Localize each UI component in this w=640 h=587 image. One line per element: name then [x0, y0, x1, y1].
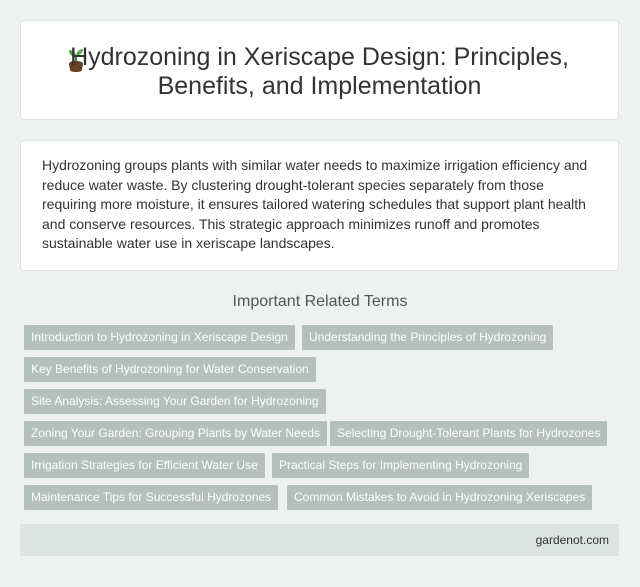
- related-terms-heading: Important Related Terms: [232, 293, 408, 310]
- page-title-line1: Hydrozoning in Xeriscape Design: Principles,: [70, 43, 569, 71]
- title-card: [20, 20, 619, 120]
- related-term-tag[interactable]: Site Analysis: Assessing Your Garden for Hydrozoning: [24, 389, 326, 414]
- page-title-line2: Benefits, and Implementation: [157, 72, 482, 100]
- related-term-tag[interactable]: Introduction to Hydrozoning in Xeriscape Design: [24, 325, 295, 350]
- related-term-tag[interactable]: Irrigation Strategies for Efficient Water Use: [24, 453, 265, 478]
- related-term-tag[interactable]: Zoning Your Garden: Grouping Plants by Water Needs: [24, 421, 327, 446]
- related-term-tag[interactable]: Selecting Drought-Tolerant Plants for Hydrozones: [330, 421, 607, 446]
- description-card: [20, 140, 619, 271]
- footer-site-link[interactable]: gardenot.com: [535, 533, 609, 547]
- related-term-tag[interactable]: Practical Steps for Implementing Hydrozoning: [272, 453, 529, 478]
- description-text: Hydrozoning groups plants with similar water needs to maximize irrigation efficiency and reduce water waste. By clustering drought-tolerant species separately from those requiring more moisture, it ensures tailored watering schedules that support plant health and conserve resources. This strategic approach minimizes runoff and promotes sustainable water use in xeriscape landscapes.: [42, 157, 588, 251]
- page-title: [21, 43, 618, 101]
- footer: [20, 524, 619, 556]
- related-term-tag[interactable]: Key Benefits of Hydrozoning for Water Conservation: [24, 357, 316, 382]
- related-term-tag[interactable]: Maintenance Tips for Successful Hydrozones: [24, 485, 278, 510]
- related-term-tag[interactable]: Understanding the Principles of Hydrozoning: [302, 325, 553, 350]
- related-term-tag[interactable]: Common Mistakes to Avoid in Hydrozoning Xeriscapes: [287, 485, 592, 510]
